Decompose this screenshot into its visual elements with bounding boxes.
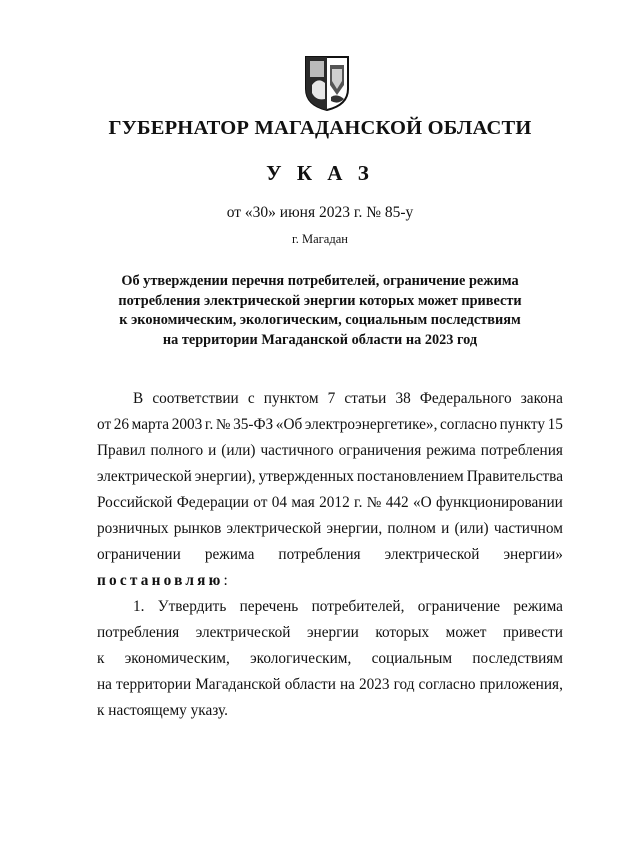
- word: соответствии: [152, 390, 239, 407]
- word: утвержденных: [258, 468, 354, 485]
- item1-line-4: [97, 675, 563, 695]
- word: от: [97, 416, 112, 433]
- word: ограничения: [338, 442, 422, 459]
- word: полном: [387, 520, 436, 537]
- word: розничных: [97, 520, 169, 537]
- item1-line-5: к настоящему указу.: [97, 702, 228, 719]
- word: Российской: [97, 494, 173, 511]
- subject-line: к экономическим, экологическим, социальным последствиям: [119, 312, 521, 329]
- word: экономическим,: [124, 650, 230, 667]
- word: потребления: [480, 442, 563, 459]
- word: электрической: [97, 468, 192, 485]
- subject-line: на территории Магаданской области на 2023 год: [162, 332, 478, 349]
- word: 15: [547, 416, 563, 433]
- word: полного: [150, 442, 204, 459]
- word: В: [133, 390, 144, 407]
- word: мая: [291, 494, 315, 511]
- coat-of-arms-emblem: [304, 55, 350, 111]
- preamble-line-1: [133, 389, 563, 409]
- preamble-line-7: [97, 545, 563, 565]
- word: 1.: [133, 598, 145, 615]
- word: Магаданской: [195, 676, 281, 693]
- word: энергии»: [503, 546, 563, 563]
- word: «О: [412, 494, 432, 511]
- word: потребления: [278, 546, 361, 563]
- word: к: [97, 650, 105, 667]
- item1-line-2: [97, 623, 563, 643]
- word: ограничении: [97, 546, 181, 563]
- decree-word-text: постановляю: [97, 572, 224, 589]
- word: на: [97, 676, 112, 693]
- word: 442: [385, 494, 409, 511]
- word: перечень: [239, 598, 299, 615]
- word: 35-ФЗ: [233, 416, 274, 433]
- word: энергии: [306, 624, 359, 641]
- word: «Об: [275, 416, 303, 433]
- word: и: [208, 442, 217, 459]
- word: пункту: [499, 416, 545, 433]
- word: приложения,: [479, 676, 563, 693]
- word: с: [247, 390, 255, 407]
- word: Правил: [97, 442, 146, 459]
- word: пунктом: [263, 390, 319, 407]
- document-date-number: от «30» июня 2023 г. № 85-у: [226, 204, 414, 221]
- word: №: [215, 416, 231, 433]
- subject-line: Об утверждении перечня потребителей, ограничение режима: [121, 273, 519, 289]
- word: энергии),: [194, 468, 256, 485]
- word: г.: [204, 416, 214, 433]
- item1-line-1: [133, 597, 563, 617]
- word: г.: [354, 494, 363, 511]
- word: согласно: [440, 416, 497, 433]
- word: согласно: [418, 676, 476, 693]
- word: 2023: [358, 676, 390, 693]
- word: 38: [395, 390, 411, 407]
- word: экологическим,: [250, 650, 352, 667]
- word: от: [253, 494, 268, 511]
- word: и: [441, 520, 450, 537]
- word: может: [445, 624, 487, 641]
- word: которых: [375, 624, 430, 641]
- document-subject: [0, 272, 640, 351]
- word: (или): [454, 520, 489, 537]
- word: электрической: [384, 546, 480, 563]
- preamble-line-6: [97, 519, 563, 539]
- word: режима: [426, 442, 476, 459]
- word: закона: [520, 390, 563, 407]
- word: рынков: [173, 520, 222, 537]
- word: привести: [502, 624, 563, 641]
- word: 2012: [319, 494, 350, 511]
- word: год: [393, 676, 415, 693]
- word: области: [284, 676, 336, 693]
- word: марта: [131, 416, 170, 433]
- word: социальным: [371, 650, 453, 667]
- word: энергии,: [326, 520, 383, 537]
- issuing-authority-heading: ГУБЕРНАТОР МАГАДАНСКОЙ ОБЛАСТИ: [108, 117, 532, 139]
- preamble-line-3: [97, 441, 563, 461]
- word: Правительства: [466, 468, 563, 485]
- decree-word: [97, 571, 228, 591]
- word: последствиям: [472, 650, 563, 667]
- word: электроэнергетике»,: [304, 416, 438, 433]
- word: ограничение: [417, 598, 501, 615]
- document-type-title: У К А З: [266, 161, 374, 185]
- word: №: [366, 494, 382, 511]
- word: 2003: [171, 416, 203, 433]
- word: электрической: [226, 520, 322, 537]
- item1-line-3: [97, 649, 563, 669]
- word: статьи: [344, 390, 387, 407]
- word: территории: [116, 676, 192, 693]
- word: 7: [327, 390, 336, 407]
- word: режима: [513, 598, 563, 615]
- word: 26: [113, 416, 130, 433]
- word: Федерального: [419, 390, 512, 407]
- word: Утвердить: [157, 598, 227, 615]
- word: потребления: [97, 624, 180, 641]
- word: на: [339, 676, 355, 693]
- issue-city: г. Магадан: [292, 232, 348, 246]
- word: частичного: [260, 442, 334, 459]
- word: потребителей,: [311, 598, 405, 615]
- decree-colon: :: [223, 572, 228, 589]
- word: постановлением: [356, 468, 464, 485]
- preamble-line-5: [97, 493, 563, 513]
- subject-line: потребления электрической энергии которых может привести: [118, 292, 522, 309]
- word: частичном: [493, 520, 563, 537]
- word: (или): [221, 442, 256, 459]
- word: 04: [271, 494, 288, 511]
- word: электрической: [195, 624, 291, 641]
- word: режима: [204, 546, 255, 563]
- word: функционировании: [436, 494, 563, 511]
- preamble-line-2: [97, 415, 563, 435]
- preamble-line-4: [97, 467, 563, 487]
- word: Федерации: [176, 494, 249, 511]
